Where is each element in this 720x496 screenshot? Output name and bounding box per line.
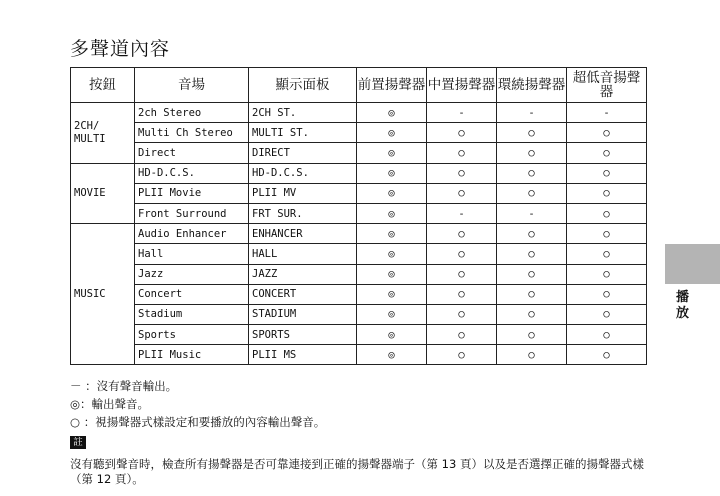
subwoofer-mark: ○ xyxy=(567,284,647,304)
surround-speaker-mark: ○ xyxy=(497,304,567,324)
subwoofer-mark: ○ xyxy=(567,123,647,143)
front-speaker-mark: ◎ xyxy=(357,163,427,183)
center-speaker-mark: ○ xyxy=(427,304,497,324)
display-text: JAZZ xyxy=(249,264,357,284)
col-header-surround: 環繞揚聲器 xyxy=(497,68,567,103)
front-speaker-mark: ◎ xyxy=(357,224,427,244)
table-row xyxy=(71,264,647,284)
sound-field-name: Multi Ch Stereo xyxy=(135,123,249,143)
legend-none: － ：沒有聲音輸出。 xyxy=(70,379,178,393)
center-speaker-mark: ○ xyxy=(427,224,497,244)
col-header-sound-field: 音場 xyxy=(135,68,249,103)
display-text: DIRECT xyxy=(249,143,357,163)
center-speaker-mark: ○ xyxy=(427,264,497,284)
surround-speaker-mark: - xyxy=(497,203,567,223)
table-row xyxy=(71,304,647,324)
sound-field-name: Direct xyxy=(135,143,249,163)
display-text: MULTI ST. xyxy=(249,123,357,143)
center-speaker-mark: ○ xyxy=(427,345,497,365)
center-speaker-mark: ○ xyxy=(427,284,497,304)
sound-field-name: HD-D.C.S. xyxy=(135,163,249,183)
surround-speaker-mark: ○ xyxy=(497,224,567,244)
subwoofer-mark: - xyxy=(567,103,647,123)
center-speaker-mark: ○ xyxy=(427,325,497,345)
display-text: HD-D.C.S. xyxy=(249,163,357,183)
center-speaker-mark: ○ xyxy=(427,123,497,143)
display-text: HALL xyxy=(249,244,357,264)
col-header-center: 中置揚聲器 xyxy=(427,68,497,103)
subwoofer-mark: ○ xyxy=(567,203,647,223)
front-speaker-mark: ◎ xyxy=(357,183,427,203)
surround-speaker-mark: ○ xyxy=(497,264,567,284)
front-speaker-mark: ◎ xyxy=(357,244,427,264)
center-speaker-mark: ○ xyxy=(427,244,497,264)
front-speaker-mark: ◎ xyxy=(357,345,427,365)
sound-field-name: 2ch Stereo xyxy=(135,103,249,123)
front-speaker-mark: ◎ xyxy=(357,143,427,163)
display-text: ENHANCER xyxy=(249,224,357,244)
display-text: PLII MV xyxy=(249,183,357,203)
front-speaker-mark: ◎ xyxy=(357,264,427,284)
table-row xyxy=(71,163,647,183)
col-header-button: 按鈕 xyxy=(71,68,135,103)
sound-field-name: Sports xyxy=(135,325,249,345)
legend-depends: ○ ：視揚聲器式樣設定和要播放的內容輸出聲音。 xyxy=(70,415,326,429)
subwoofer-mark: ○ xyxy=(567,163,647,183)
front-speaker-mark: ◎ xyxy=(357,123,427,143)
surround-speaker-mark: ○ xyxy=(497,325,567,345)
subwoofer-mark: ○ xyxy=(567,183,647,203)
surround-speaker-mark: - xyxy=(497,103,567,123)
table-row xyxy=(71,345,647,365)
group-label: MOVIE xyxy=(71,163,135,224)
surround-speaker-mark: ○ xyxy=(497,163,567,183)
table-row xyxy=(71,224,647,244)
subwoofer-mark: ○ xyxy=(567,264,647,284)
sound-field-name: Hall xyxy=(135,244,249,264)
table-row xyxy=(71,325,647,345)
display-text: STADIUM xyxy=(249,304,357,324)
front-speaker-mark: ◎ xyxy=(357,284,427,304)
surround-speaker-mark: ○ xyxy=(497,284,567,304)
surround-speaker-mark: ○ xyxy=(497,183,567,203)
subwoofer-mark: ○ xyxy=(567,325,647,345)
front-speaker-mark: ◎ xyxy=(357,325,427,345)
side-tab xyxy=(665,244,720,284)
surround-speaker-mark: ○ xyxy=(497,123,567,143)
front-speaker-mark: ◎ xyxy=(357,203,427,223)
table-row xyxy=(71,284,647,304)
note-text: 沒有聽到聲音時，檢查所有揚聲器是否可靠連接到正確的揚聲器端子（第 13 頁）以及是否選擇正確的揚聲器式樣（第 12 頁）。 xyxy=(70,457,644,486)
center-speaker-mark: ○ xyxy=(427,163,497,183)
sound-field-name: Stadium xyxy=(135,304,249,324)
col-header-display: 顯示面板 xyxy=(249,68,357,103)
side-tab-label: 播放 xyxy=(676,290,690,321)
display-text: SPORTS xyxy=(249,325,357,345)
table-header-row xyxy=(71,68,647,103)
display-text: CONCERT xyxy=(249,284,357,304)
center-speaker-mark: ○ xyxy=(427,183,497,203)
surround-speaker-mark: ○ xyxy=(497,345,567,365)
surround-speaker-mark: ○ xyxy=(497,143,567,163)
sound-field-name: Front Surround xyxy=(135,203,249,223)
sound-field-name: Audio Enhancer xyxy=(135,224,249,244)
legend-output: ◎：輸出聲音。 xyxy=(70,397,150,411)
table-row xyxy=(71,103,647,123)
table-row xyxy=(71,143,647,163)
display-text: PLII MS xyxy=(249,345,357,365)
table-row xyxy=(71,244,647,264)
subwoofer-mark: ○ xyxy=(567,143,647,163)
table-row xyxy=(71,203,647,223)
subwoofer-mark: ○ xyxy=(567,304,647,324)
subwoofer-mark: ○ xyxy=(567,345,647,365)
center-speaker-mark: ○ xyxy=(427,143,497,163)
group-label: 2CH/ MULTI xyxy=(71,103,135,164)
surround-speaker-mark: ○ xyxy=(497,244,567,264)
sound-field-name: PLII Movie xyxy=(135,183,249,203)
sound-field-name: Concert xyxy=(135,284,249,304)
note-badge: 註 xyxy=(70,436,86,449)
sound-field-table xyxy=(70,67,647,365)
center-speaker-mark: - xyxy=(427,203,497,223)
front-speaker-mark: ◎ xyxy=(357,304,427,324)
display-text: 2CH ST. xyxy=(249,103,357,123)
col-header-subwoofer: 超低音揚聲器 xyxy=(567,68,647,103)
page-title: 多聲道內容 xyxy=(70,38,171,60)
front-speaker-mark: ◎ xyxy=(357,103,427,123)
table-row xyxy=(71,123,647,143)
table-row xyxy=(71,183,647,203)
subwoofer-mark: ○ xyxy=(567,244,647,264)
display-text: FRT SUR. xyxy=(249,203,357,223)
sound-field-name: PLII Music xyxy=(135,345,249,365)
center-speaker-mark: - xyxy=(427,103,497,123)
sound-field-name: Jazz xyxy=(135,264,249,284)
group-label: MUSIC xyxy=(71,224,135,365)
subwoofer-mark: ○ xyxy=(567,224,647,244)
col-header-front: 前置揚聲器 xyxy=(357,68,427,103)
